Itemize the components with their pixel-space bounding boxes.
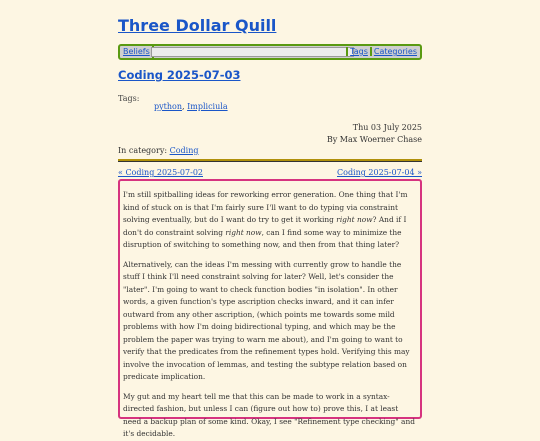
post-author: By Max Woerner Chase <box>326 135 422 144</box>
tags-label: Tags: <box>118 94 140 103</box>
post-category <box>118 146 198 155</box>
paragraph-text: ? And if I don't do constraint solving <box>123 215 407 237</box>
paragraph-text: Alternatively, can the ideas I'm messing with currently grow to handle the stuff I think I'll need constraint solving for later? Well, let's consider the "later". I'm going to want to check function bodies "in isolation". In other words, a given function's type ascription checks inward, and it can infer outward from any other ascription, (which points me towards some mild problems with how I'm doing bidirectional typing, and which may be the problem the paper was trying to warn me about), and I'm going to want to verify that the predicates from the refinement types hold. Verifying this may involve the invocation of lemmas, and testing the subtype relation based on predicate implication. <box>123 259 410 381</box>
site-title-link[interactable]: Three Dollar Quill <box>118 16 277 35</box>
category-label: In category: <box>118 146 168 155</box>
nav-categories-link[interactable]: Categories <box>370 47 419 56</box>
post-paragraph <box>123 259 417 384</box>
post-content <box>118 179 422 438</box>
tag-link-impliciula[interactable]: Impliciula <box>187 102 228 111</box>
paragraph-text: My gut and my heart tell me that this can be made to work in a syntax-directed fashion, but unless I can (figure out how to) prove this, I at least need a backup plan of some kind. Okay, I see "Refinement type checking" and it's decidable. <box>123 391 415 438</box>
nav-beliefs-link[interactable]: Beliefs <box>121 46 154 58</box>
post-paragraph <box>123 189 417 252</box>
category-link[interactable]: Coding <box>169 146 199 155</box>
nav-tags-link[interactable]: Tags <box>346 47 370 56</box>
post-paragraph <box>123 391 417 441</box>
nav-bar <box>118 44 422 60</box>
tag-link-python[interactable]: python <box>154 102 182 111</box>
paragraph-text: , can I find some way to minimize the disruption of switching to something now, and then from that thing later? <box>123 227 402 249</box>
tags-list <box>154 102 228 111</box>
prev-post-link[interactable]: « Coding 2025-07-02 <box>118 168 203 177</box>
tag-separator: , <box>181 102 188 111</box>
post-title-link[interactable]: Coding 2025-07-03 <box>118 68 241 82</box>
nav-search-box[interactable] <box>151 47 354 57</box>
next-post-link[interactable]: Coding 2025-07-04 » <box>337 168 422 177</box>
post-date: Thu 03 July 2025 <box>352 123 422 132</box>
emphasis-text: right now <box>336 215 373 224</box>
paragraph-text: I'm still spitballing ideas for reworking error generation. One thing that I'm kind of stuck on is that I'm fairly sure I'll want to do typing via constraint solving eventually, but do I want do try to get it working <box>123 190 408 224</box>
emphasis-text: right now <box>225 227 262 237</box>
divider <box>118 159 422 162</box>
nav-right-links <box>346 46 419 58</box>
